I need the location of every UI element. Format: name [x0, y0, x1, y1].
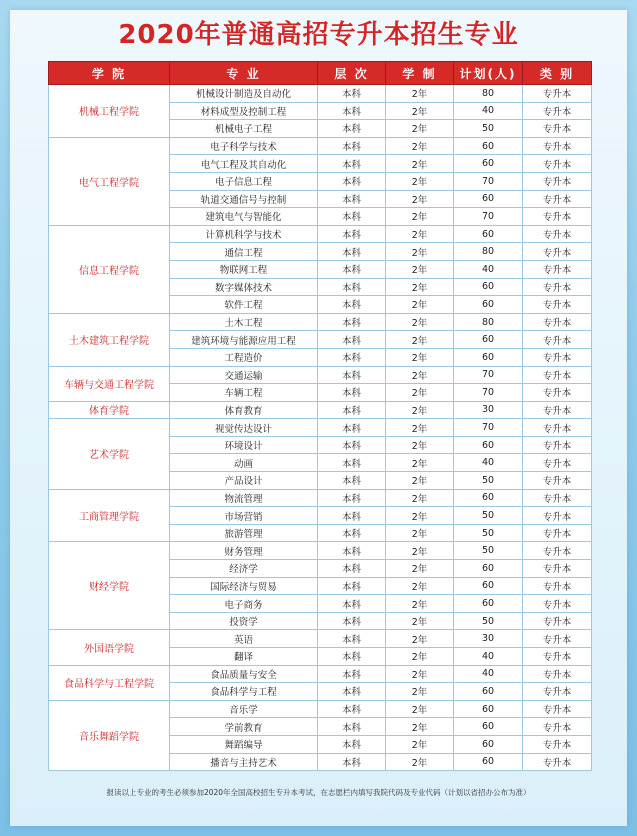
- college-cell: 信息工程学院: [49, 225, 170, 313]
- duration-cell: 2年: [386, 85, 454, 103]
- college-cell: 土木建筑工程学院: [49, 313, 170, 366]
- major-cell: 物联网工程: [170, 260, 318, 278]
- quota-cell: 50: [454, 507, 523, 525]
- header-quota: 计划(人): [454, 62, 523, 85]
- major-cell: 播音与主持艺术: [170, 753, 318, 771]
- major-cell: 国际经济与贸易: [170, 577, 318, 595]
- header-college: 学 院: [49, 62, 170, 85]
- duration-cell: 2年: [386, 137, 454, 155]
- category-cell: 专升本: [523, 612, 592, 630]
- category-cell: 专升本: [523, 243, 592, 261]
- level-cell: 本科: [318, 208, 386, 226]
- category-cell: 专升本: [523, 401, 592, 419]
- quota-cell: 60: [454, 436, 523, 454]
- level-cell: 本科: [318, 507, 386, 525]
- table-row: [49, 401, 592, 419]
- major-cell: 机械设计制造及自动化: [170, 85, 318, 103]
- category-cell: 专升本: [523, 225, 592, 243]
- level-cell: 本科: [318, 472, 386, 490]
- category-cell: 专升本: [523, 700, 592, 718]
- quota-cell: 60: [454, 225, 523, 243]
- table-row: [49, 313, 592, 331]
- category-cell: 专升本: [523, 753, 592, 771]
- level-cell: 本科: [318, 313, 386, 331]
- level-cell: 本科: [318, 665, 386, 683]
- quota-cell: 70: [454, 419, 523, 437]
- category-cell: 专升本: [523, 648, 592, 666]
- footnote: 报读以上专业的考生必须参加2020年全国高校招生专升本考试，在志愿栏内填写我院代码及专业代码（计划以省招办公布为准）: [106, 788, 531, 797]
- level-cell: 本科: [318, 190, 386, 208]
- category-cell: 专升本: [523, 524, 592, 542]
- duration-cell: 2年: [386, 296, 454, 314]
- poster-panel: [10, 10, 627, 826]
- duration-cell: 2年: [386, 155, 454, 173]
- major-cell: 机械电子工程: [170, 120, 318, 138]
- duration-cell: 2年: [386, 753, 454, 771]
- category-cell: 专升本: [523, 718, 592, 736]
- quota-cell: 80: [454, 243, 523, 261]
- table-row: [49, 85, 592, 103]
- quota-cell: 60: [454, 735, 523, 753]
- header-category: 类 别: [523, 62, 592, 85]
- duration-cell: 2年: [386, 190, 454, 208]
- level-cell: 本科: [318, 120, 386, 138]
- duration-cell: 2年: [386, 401, 454, 419]
- category-cell: 专升本: [523, 278, 592, 296]
- major-cell: 轨道交通信号与控制: [170, 190, 318, 208]
- level-cell: 本科: [318, 436, 386, 454]
- category-cell: 专升本: [523, 190, 592, 208]
- quota-cell: 60: [454, 560, 523, 578]
- category-cell: 专升本: [523, 331, 592, 349]
- quota-cell: 60: [454, 278, 523, 296]
- table-row: [49, 542, 592, 560]
- duration-cell: 2年: [386, 331, 454, 349]
- level-cell: 本科: [318, 524, 386, 542]
- category-cell: 专升本: [523, 630, 592, 648]
- duration-cell: 2年: [386, 507, 454, 525]
- page-title: 2020年普通高招专升本招生专业: [118, 20, 519, 50]
- level-cell: 本科: [318, 454, 386, 472]
- college-cell: 工商管理学院: [49, 489, 170, 542]
- duration-cell: 2年: [386, 489, 454, 507]
- major-cell: 视觉传达设计: [170, 419, 318, 437]
- major-cell: 数字媒体技术: [170, 278, 318, 296]
- major-cell: 软件工程: [170, 296, 318, 314]
- major-cell: 食品科学与工程: [170, 683, 318, 701]
- quota-cell: 70: [454, 208, 523, 226]
- quota-cell: 60: [454, 577, 523, 595]
- level-cell: 本科: [318, 137, 386, 155]
- major-cell: 食品质量与安全: [170, 665, 318, 683]
- major-cell: 市场营销: [170, 507, 318, 525]
- category-cell: 专升本: [523, 120, 592, 138]
- major-cell: 学前教育: [170, 718, 318, 736]
- table-row: [49, 366, 592, 384]
- duration-cell: 2年: [386, 208, 454, 226]
- level-cell: 本科: [318, 595, 386, 613]
- quota-cell: 40: [454, 102, 523, 120]
- quota-cell: 80: [454, 313, 523, 331]
- category-cell: 专升本: [523, 472, 592, 490]
- quota-cell: 60: [454, 718, 523, 736]
- duration-cell: 2年: [386, 700, 454, 718]
- major-cell: 物流管理: [170, 489, 318, 507]
- duration-cell: 2年: [386, 348, 454, 366]
- duration-cell: 2年: [386, 436, 454, 454]
- table-row: [49, 630, 592, 648]
- duration-cell: 2年: [386, 542, 454, 560]
- college-cell: 电气工程学院: [49, 137, 170, 225]
- level-cell: 本科: [318, 401, 386, 419]
- header-major: 专 业: [170, 62, 318, 85]
- level-cell: 本科: [318, 243, 386, 261]
- category-cell: 专升本: [523, 454, 592, 472]
- quota-cell: 40: [454, 648, 523, 666]
- duration-cell: 2年: [386, 683, 454, 701]
- level-cell: 本科: [318, 718, 386, 736]
- duration-cell: 2年: [386, 225, 454, 243]
- level-cell: 本科: [318, 560, 386, 578]
- category-cell: 专升本: [523, 735, 592, 753]
- quota-cell: 80: [454, 85, 523, 103]
- quota-cell: 60: [454, 331, 523, 349]
- quota-cell: 70: [454, 384, 523, 402]
- level-cell: 本科: [318, 489, 386, 507]
- duration-cell: 2年: [386, 735, 454, 753]
- duration-cell: 2年: [386, 102, 454, 120]
- level-cell: 本科: [318, 366, 386, 384]
- college-cell: 机械工程学院: [49, 85, 170, 138]
- category-cell: 专升本: [523, 436, 592, 454]
- duration-cell: 2年: [386, 384, 454, 402]
- table-body: [49, 85, 592, 771]
- category-cell: 专升本: [523, 155, 592, 173]
- duration-cell: 2年: [386, 595, 454, 613]
- level-cell: 本科: [318, 419, 386, 437]
- major-cell: 车辆工程: [170, 384, 318, 402]
- duration-cell: 2年: [386, 612, 454, 630]
- header-duration: 学 制: [386, 62, 454, 85]
- college-cell: 音乐舞蹈学院: [49, 700, 170, 770]
- duration-cell: 2年: [386, 243, 454, 261]
- quota-cell: 60: [454, 753, 523, 771]
- level-cell: 本科: [318, 700, 386, 718]
- quota-cell: 60: [454, 700, 523, 718]
- quota-cell: 50: [454, 524, 523, 542]
- table-row: [49, 700, 592, 718]
- quota-cell: 50: [454, 542, 523, 560]
- category-cell: 专升本: [523, 542, 592, 560]
- category-cell: 专升本: [523, 384, 592, 402]
- category-cell: 专升本: [523, 85, 592, 103]
- college-cell: 车辆与交通工程学院: [49, 366, 170, 401]
- category-cell: 专升本: [523, 595, 592, 613]
- quota-cell: 70: [454, 172, 523, 190]
- duration-cell: 2年: [386, 260, 454, 278]
- majors-table: [48, 61, 592, 771]
- level-cell: 本科: [318, 542, 386, 560]
- level-cell: 本科: [318, 384, 386, 402]
- quota-cell: 40: [454, 454, 523, 472]
- quota-cell: 60: [454, 137, 523, 155]
- category-cell: 专升本: [523, 208, 592, 226]
- major-cell: 旅游管理: [170, 524, 318, 542]
- college-cell: 外国语学院: [49, 630, 170, 665]
- major-cell: 英语: [170, 630, 318, 648]
- header-level: 层 次: [318, 62, 386, 85]
- major-cell: 建筑环境与能源应用工程: [170, 331, 318, 349]
- level-cell: 本科: [318, 172, 386, 190]
- major-cell: 建筑电气与智能化: [170, 208, 318, 226]
- level-cell: 本科: [318, 735, 386, 753]
- quota-cell: 60: [454, 595, 523, 613]
- major-cell: 交通运输: [170, 366, 318, 384]
- duration-cell: 2年: [386, 472, 454, 490]
- major-cell: 体育教育: [170, 401, 318, 419]
- category-cell: 专升本: [523, 260, 592, 278]
- quota-cell: 60: [454, 155, 523, 173]
- quota-cell: 30: [454, 630, 523, 648]
- major-cell: 翻译: [170, 648, 318, 666]
- category-cell: 专升本: [523, 313, 592, 331]
- major-cell: 舞蹈编导: [170, 735, 318, 753]
- major-cell: 材料成型及控制工程: [170, 102, 318, 120]
- college-cell: 财经学院: [49, 542, 170, 630]
- duration-cell: 2年: [386, 419, 454, 437]
- major-cell: 电子商务: [170, 595, 318, 613]
- college-cell: 艺术学院: [49, 419, 170, 489]
- duration-cell: 2年: [386, 313, 454, 331]
- major-cell: 投资学: [170, 612, 318, 630]
- quota-cell: 60: [454, 296, 523, 314]
- duration-cell: 2年: [386, 278, 454, 296]
- category-cell: 专升本: [523, 683, 592, 701]
- category-cell: 专升本: [523, 137, 592, 155]
- major-cell: 音乐学: [170, 700, 318, 718]
- major-cell: 电子科学与技术: [170, 137, 318, 155]
- level-cell: 本科: [318, 753, 386, 771]
- table-row: [49, 665, 592, 683]
- major-cell: 电子信息工程: [170, 172, 318, 190]
- duration-cell: 2年: [386, 665, 454, 683]
- major-cell: 动画: [170, 454, 318, 472]
- duration-cell: 2年: [386, 120, 454, 138]
- major-cell: 电气工程及其自动化: [170, 155, 318, 173]
- category-cell: 专升本: [523, 665, 592, 683]
- category-cell: 专升本: [523, 348, 592, 366]
- category-cell: 专升本: [523, 507, 592, 525]
- major-cell: 财务管理: [170, 542, 318, 560]
- level-cell: 本科: [318, 225, 386, 243]
- category-cell: 专升本: [523, 366, 592, 384]
- level-cell: 本科: [318, 648, 386, 666]
- quota-cell: 70: [454, 366, 523, 384]
- quota-cell: 60: [454, 489, 523, 507]
- level-cell: 本科: [318, 85, 386, 103]
- category-cell: 专升本: [523, 560, 592, 578]
- table-header-row: [49, 62, 592, 85]
- quota-cell: 60: [454, 348, 523, 366]
- category-cell: 专升本: [523, 489, 592, 507]
- quota-cell: 30: [454, 401, 523, 419]
- major-cell: 环境设计: [170, 436, 318, 454]
- level-cell: 本科: [318, 296, 386, 314]
- level-cell: 本科: [318, 260, 386, 278]
- duration-cell: 2年: [386, 366, 454, 384]
- major-cell: 产品设计: [170, 472, 318, 490]
- major-cell: 经济学: [170, 560, 318, 578]
- level-cell: 本科: [318, 630, 386, 648]
- level-cell: 本科: [318, 102, 386, 120]
- quota-cell: 50: [454, 120, 523, 138]
- duration-cell: 2年: [386, 630, 454, 648]
- category-cell: 专升本: [523, 419, 592, 437]
- quota-cell: 60: [454, 190, 523, 208]
- major-cell: 工程造价: [170, 348, 318, 366]
- quota-cell: 50: [454, 612, 523, 630]
- table-row: [49, 225, 592, 243]
- quota-cell: 40: [454, 665, 523, 683]
- major-cell: 通信工程: [170, 243, 318, 261]
- level-cell: 本科: [318, 612, 386, 630]
- college-cell: 体育学院: [49, 401, 170, 419]
- category-cell: 专升本: [523, 577, 592, 595]
- level-cell: 本科: [318, 577, 386, 595]
- level-cell: 本科: [318, 278, 386, 296]
- duration-cell: 2年: [386, 577, 454, 595]
- duration-cell: 2年: [386, 524, 454, 542]
- category-cell: 专升本: [523, 102, 592, 120]
- duration-cell: 2年: [386, 560, 454, 578]
- level-cell: 本科: [318, 331, 386, 349]
- quota-cell: 40: [454, 260, 523, 278]
- category-cell: 专升本: [523, 172, 592, 190]
- table-row: [49, 419, 592, 437]
- level-cell: 本科: [318, 155, 386, 173]
- table-row: [49, 137, 592, 155]
- duration-cell: 2年: [386, 648, 454, 666]
- level-cell: 本科: [318, 348, 386, 366]
- quota-cell: 50: [454, 472, 523, 490]
- major-cell: 计算机科学与技术: [170, 225, 318, 243]
- table-row: [49, 489, 592, 507]
- duration-cell: 2年: [386, 454, 454, 472]
- duration-cell: 2年: [386, 718, 454, 736]
- category-cell: 专升本: [523, 296, 592, 314]
- quota-cell: 60: [454, 683, 523, 701]
- major-cell: 土木工程: [170, 313, 318, 331]
- college-cell: 食品科学与工程学院: [49, 665, 170, 700]
- duration-cell: 2年: [386, 172, 454, 190]
- level-cell: 本科: [318, 683, 386, 701]
